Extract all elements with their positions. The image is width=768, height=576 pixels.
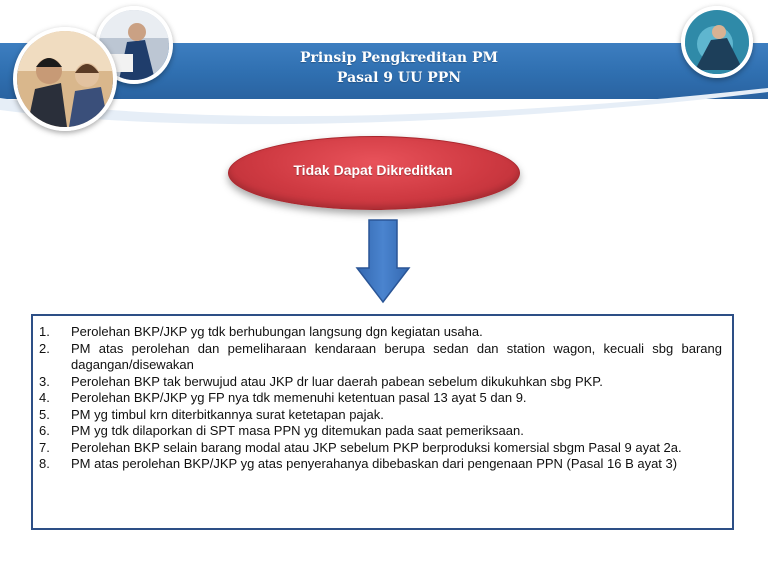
list-item (39, 341, 722, 374)
down-arrow-icon (355, 218, 411, 304)
conditions-list (39, 324, 722, 473)
list-item (39, 407, 722, 424)
list-item (39, 423, 722, 440)
list-item-text: Perolehan BKP selain barang modal atau JKP sebelum PKP berproduksi komersial sbgm Pasal 9 ayat 2a. (71, 439, 682, 455)
list-item (39, 390, 722, 407)
list-item-number: 1. (39, 324, 50, 339)
business-people-photo (13, 27, 117, 131)
list-item-number: 3. (39, 373, 50, 389)
list-item-text: Perolehan BKP tak berwujud atau JKP dr luar daerah pabean sebelum dikukuhkan sbg PKP. (71, 373, 603, 389)
list-item-number: 7. (39, 439, 50, 455)
list-item (39, 374, 722, 391)
list-item (39, 440, 722, 457)
conditions-list-box (31, 314, 734, 530)
list-item-number: 8. (39, 456, 50, 471)
page-title-line-2: Pasal 9 UU PPN (336, 70, 462, 86)
list-item-text: Perolehan BKP/JKP yg FP nya tdk memenuhi ketentuan pasal 13 ayat 5 dan 9. (71, 390, 527, 405)
list-item-text: PM yg timbul krn diterbitkannya surat ketetapan pajak. (71, 406, 384, 422)
technology-photo (681, 6, 753, 78)
list-item (39, 324, 722, 341)
list-item (39, 456, 722, 473)
list-item-text: Perolehan BKP/JKP yg tdk berhubungan langsung dgn kegiatan usaha. (71, 324, 483, 339)
list-item-number: 2. (39, 340, 50, 356)
list-item-text: PM atas perolehan BKP/JKP yg atas penyerahanya dibebaskan dari pengenaan PPN (Pasal 16 B ayat 3) (71, 456, 678, 471)
list-item-number: 6. (39, 423, 50, 438)
list-item-number: 5. (39, 406, 50, 422)
list-item-number: 4. (39, 390, 50, 405)
list-item-text: PM atas perolehan dan pemeliharaan kendaraan berupa sedan dan station wagon, kecuali sbg barang dagangan/disewakan (71, 340, 722, 372)
callout-label: Tidak Dapat Dikreditkan (293, 162, 453, 178)
page-title-line-1: Prinsip Pengkreditan PM (300, 50, 498, 66)
list-item-text: PM yg tdk dilaporkan di SPT masa PPN yg ditemukan pada saat pemeriksaan. (71, 423, 524, 438)
